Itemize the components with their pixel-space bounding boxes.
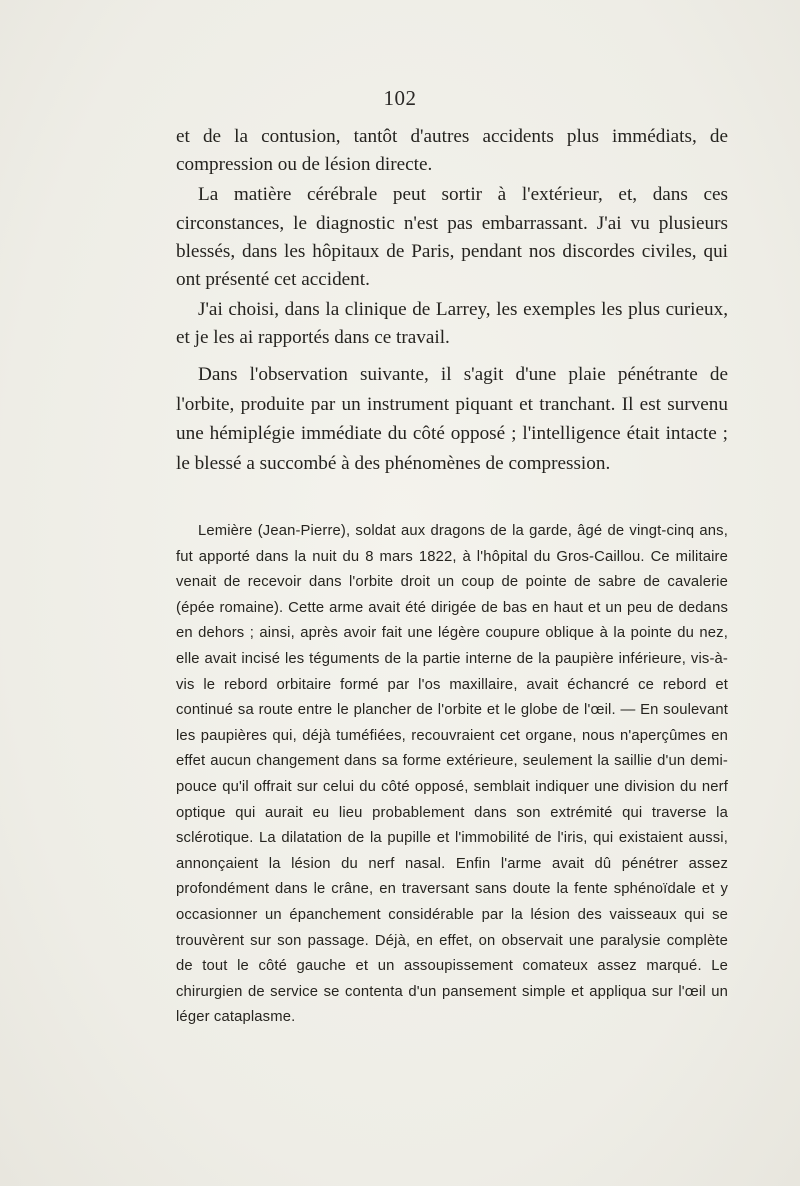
case-summary-paragraph: Dans l'observation suivante, il s'agit d'une plaie pénétrante de l'orbite, produite par un instrument piquant et tranchant. Il est survenu une hémiplégie immédiate du côté opposé ; l'intelligence était intacte ; le blessé a succombé à des phénomènes de compression. xyxy=(176,364,728,474)
observation-section xyxy=(176,519,728,1031)
intro-paragraph: et de la contusion, tantôt d'autres accidents plus immédiats, de compression ou de lésion directe. xyxy=(176,126,728,176)
intro-section xyxy=(176,123,728,353)
intro-paragraph: J'ai choisi, dans la clinique de Larrey, les exemples les plus curieux, et je les ai rapportés dans ce travail. xyxy=(176,299,728,349)
observation-paragraph: Lemière (Jean-Pierre), soldat aux dragons de la garde, âgé de vingt-cinq ans, fut apporté dans la nuit du 8 mars 1822, à l'hôpital du Gros-Caillou. Ce militaire venait de recevoir dans l'orbite droit un coup de pointe de sabre de cavalerie (épée romaine). Cette arme avait été dirigée de bas en haut et un peu de dedans en dehors ; ainsi, après avoir fait une légère coupure oblique à la pointe du nez, elle avait incisé les téguments de la partie interne de la paupière inférieure, vis-à-vis le rebord orbitaire formé par l'os maxillaire, avait échancré ce rebord et continué sa route entre le plancher de l'orbite et le globe de l'œil. — En soulevant les paupières qui, déjà tuméfiées, recouvraient cet organe, nous n'aperçûmes en effet aucun changement dans sa forme extérieure, seulement la saillie d'un demi-pouce qu'il offrait sur celui du côté opposé, semblait indiquer une division du nerf optique qui aurait eu lieu probablement dans son extrémité qui traverse la sclérotique. La dilatation de la pupille et l'immobilité de l'iris, qui existaient aussi, annonçaient la lésion du nerf nasal. Enfin l'arme avait dû pénétrer assez profondément dans le crâne, en traversant sans doute la fente sphénoïdale et y occasionner un épanchement considérable par la lésion des vaisseaux qui se trouvèrent sur son passage. Déjà, en effet, on observait une paralysie complète de tout le côté gauche et un assoupissement comateux assez marqué. Le chirurgien de service se contenta d'un pansement simple et appliqua sur l'œil un léger cataplasme. xyxy=(176,523,728,1026)
page-number: 102 xyxy=(383,86,417,110)
intro-paragraph: La matière cérébrale peut sortir à l'extérieur, et, dans ces circonstances, le diagnostic n'est pas embarrassant. J'ai vu plusieurs blessés, dans les hôpitaux de Paris, pendant nos discordes civiles, qui ont présenté cet accident. xyxy=(176,184,728,291)
case-summary-section xyxy=(176,360,728,478)
